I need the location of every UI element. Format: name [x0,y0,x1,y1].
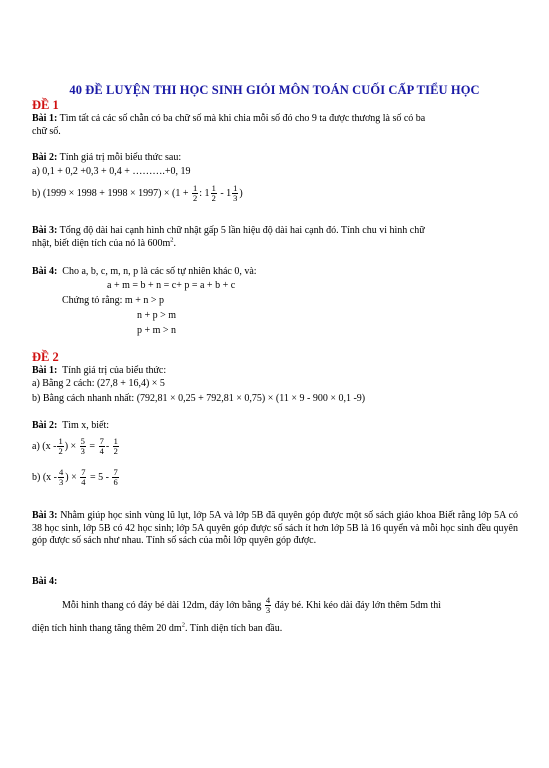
fraction: $\frac{1}{2}$ [193,183,198,204]
fraction: $\frac{7}{6}$ [113,467,118,488]
de1-bai2-text: Tính giá trị mỗi biểu thức sau: [59,152,182,163]
fraction: $\frac{1}{2}$ [113,436,118,457]
de1-bai4-ineq3: p + m > n [137,325,177,336]
de2-bai1-line [32,365,166,377]
de2-bai4-line2: diện tích hình thang tăng thêm 20 $dm^2$. Tính diện tích ban đầu. [32,621,283,634]
fraction: $\frac{4}{3}$ [265,595,271,616]
fraction: $\frac{1}{2}$ [58,436,63,457]
de2-bai4-line1: Mỗi hình thang có đáy bé dài 12dm, đáy lớn bằng $\frac{4}{3}$ đáy bé. Khi kéo dài đáy lớn thêm 5dm thì [62,595,442,616]
de2-bai1-text: Tính giá trị của biểu thức: [62,365,167,376]
de2-bai2-line [32,420,109,432]
de2-bai1-a: a) Bằng 2 cách: (27,8 + 16,4) × 5 [32,378,165,389]
de1-bai2-a: a) 0,1 + 0,2 +0,3 + 0,4 + ……….+0, 19 [32,166,191,177]
fraction: $\frac{1}{3}$ [233,183,238,204]
de1-bai1-line1 [32,113,425,125]
de1-bai2-label: Bài 2: [32,152,58,163]
de1-bai1-line2: chữ số. [32,126,61,137]
de2-bai2-b: b) (x - $\frac{4}{3}$ ) × $\frac{7}{4}$ = 5 - $\frac{7}{6}$ [32,467,118,488]
de1-bai4-ineq2: n + p > m [137,310,177,321]
de2-bai3-paragraph [32,510,518,548]
de2-bai3-text: Nhằm giúp học sinh vùng lũ lụt, lớp 5A và lớp 5B đã quyên góp được một số sách giáo khoa Biết rằng lớp 5A có 38 học sinh, lớp 5B có 42 học sinh; lớp 5A quyên góp được số sách ít hơn lớp 5B là 16 quyển và mỗi học sinh đều quyên góp được số sách như nhau. Tính số sách của mỗi lớp quyên góp được. [32,510,519,546]
de1-heading: ĐỀ 1 [32,98,59,112]
de2-heading: ĐỀ 2 [32,350,59,364]
de2-bai2-label: Bài 2: [32,420,58,431]
de2-bai1-label: Bài 1: [32,365,58,376]
de2-bai4-label: Bài 4: [32,576,58,587]
de1-bai2-b-expr: - 1 [220,188,232,199]
fraction: $\frac{1}{2}$ [211,183,216,204]
de2-bai2-a: a) (x - $\frac{1}{2}$ ) × $\frac{5}{3}$ = $\frac{7}{4}$ - $\frac{1}{2}$ [32,436,118,457]
de1-bai2-b-expr: : 1 [199,188,210,199]
de1-bai3-line1 [32,225,425,237]
de1-bai4-equation: a + m = b + n = c+ p = a + b + c [107,280,236,291]
de2-bai1-b: b) Bằng cách nhanh nhất: (792,81 × 0,25 + 792,81 × 0,75) × (11 × 9 - 900 × 0,1 -9) [32,393,366,404]
de1-bai4-prove: Chứng tỏ rằng: m + n > p [62,295,164,306]
de1-bai1-label: Bài 1: [32,113,58,124]
de1-bai3-line2: nhật, biết diện tích của nó là $600m^2$. [32,236,177,249]
fraction: $\frac{4}{3}$ [59,467,64,488]
de1-bai4-text: Cho a, b, c, m, n, p là các số tự nhiên khác 0, và: [62,266,257,277]
de1-bai1-text: Tìm tất cả các số chẵn có ba chữ số mà khi chia mỗi số đó cho 9 ta được thương là số có ba [59,113,426,124]
de1-bai2-b-expr: b) (1999 × 1998 + 1998 × 1997) × (1 + [32,188,189,199]
de1-bai3-text: Tổng độ dài hai cạnh hình chữ nhật gấp 5 lần hiệu độ dài hai cạnh đó. Tính chu vi hình chữ [59,225,425,236]
de2-bai3-label: Bài 3: [32,510,58,521]
de1-bai4-label: Bài 4: [32,266,58,277]
fraction: $\frac{7}{4}$ [81,467,86,488]
document-title: 40 ĐỀ LUYỆN THI HỌC SINH GIỎI MÔN TOÁN CUỐI CẤP TIỂU HỌC [69,83,480,97]
de1-bai3-label: Bài 3: [32,225,58,236]
fraction: $\frac{5}{3}$ [80,436,85,457]
de1-bai4-line [32,266,257,278]
de1-bai2-line [32,152,181,164]
de2-bai2-text: Tìm x, biết: [62,420,110,431]
fraction: $\frac{7}{4}$ [99,436,104,457]
de1-bai2-b [32,183,243,205]
de1-bai2-b-expr: ) [239,188,243,199]
